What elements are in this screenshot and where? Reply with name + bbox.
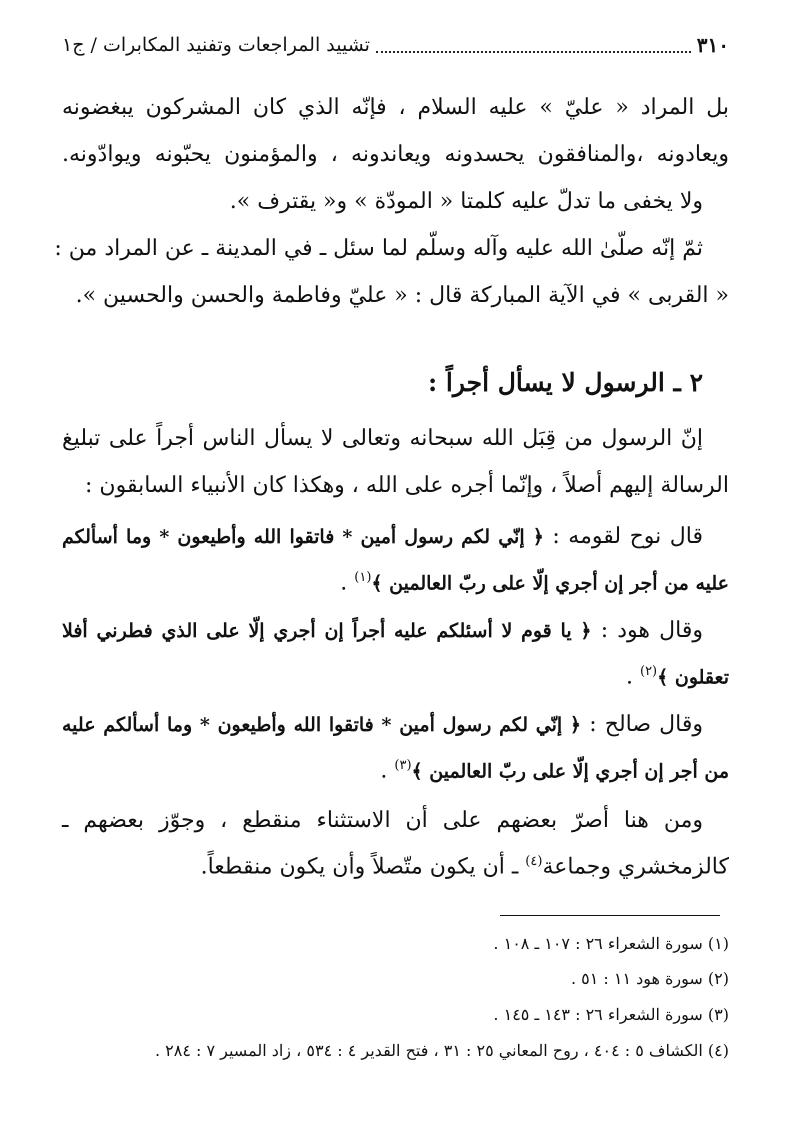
paragraph-1-line-1: بل المراد « عليّ » عليه السلام ، فإنّه الذي كان المشركون يبغضونه [62,95,729,120]
paragraph-1-line-3: ولا يخفى ما تدلّ عليه كلمتا « المودّة » و« يقترف ». [229,189,703,214]
hud-end: . [625,664,633,690]
footnote-1: (١) سورة الشعراء ٢٦ : ١٠٧ ـ ١٠٨ . [493,934,729,953]
paragraph-2-line-1: إنّ الرسول من قِبَل الله سبحانه وتعالى لا يسأل الناس أجراً على تبليغ [62,426,703,451]
salih-line-1 [62,712,729,737]
salih-quote-2: من أجر إن أجري إلّا على ربّ العالمين ﴾ [411,760,729,783]
hud-quote-1: ﴿ يا قوم لا أسئلكم عليه أجراً إن أجري إلّا على الذي فطرني أفلا [62,620,592,642]
running-title: تشييد المراجعات وتفنيد المكابرات / ج١ [62,34,370,56]
nuh-speaker: قال نوح لقومه : [552,524,703,549]
salih-quote-1: ﴿ إنّي لكم رسول أمين * فاتقوا الله وأطيعون * وما أسألكم عليه [62,714,582,736]
paragraph-1-line-4: ثمّ إنّه صلّىٰ الله عليه وآله وسلّم لما سئل ـ في المدينة ـ عن المراد من : [54,236,703,261]
footnote-3: (٣) سورة الشعراء ٢٦ : ١٤٣ ـ ١٤٥ . [493,1005,729,1024]
nuh-line-1 [62,524,729,549]
paragraph-3-line-2b: ـ أن يكون متّصلاً وأن يكون منقطعاً. [200,854,526,880]
paragraph-3-line-2a: كالزمخشري وجماعة [542,854,729,880]
hud-quote-2: تعقلون ﴾ [657,666,729,689]
hud-speaker: وقال هود : [600,618,703,643]
hud-line-2 [62,664,729,689]
paragraph-2-line-2: الرسالة إليهم أصلاً ، وإنّما أجره على الله ، وهكذا كان الأنبياء السابقون : [85,473,729,498]
footnote-ref-2[interactable]: (٢) [639,664,658,679]
footnote-4: (٤) الكشاف ٥ : ٤٠٤ ، روح المعاني ٢٥ : ٣١ ، فتح القدير ٤ : ٥٣٤ ، زاد المسير ٧ : ٢٨٤ . [154,1041,729,1060]
nuh-line-2 [62,570,729,595]
paragraph-3-line-2 [62,854,729,879]
paragraph-1-line-2: ويعادونه ،والمنافقون يحسدونه ويعاندونه ، والمؤمنون يحبّونه ويوادّونه. [62,142,729,167]
nuh-quote-1: ﴿ إنّي لكم رسول أمين * فاتقوا الله وأطيعون * وما أسألكم [62,526,544,548]
section-heading: ٢ ـ الرسول لا يسأل أجراً : [427,368,703,397]
footnote-ref-1[interactable]: (١) [354,570,372,585]
header-dotted-leader [376,51,691,53]
footnote-ref-3[interactable]: (٣) [394,758,412,773]
nuh-end: . [340,570,348,596]
footnote-ref-4[interactable]: (٤) [525,854,543,869]
salih-line-2 [62,758,729,783]
hud-line-1 [62,618,729,643]
salih-speaker: وقال صالح : [589,712,704,737]
salih-end: . [380,758,388,784]
page-number: ٣١٠ [696,33,729,57]
page-header [62,28,729,62]
paragraph-3-line-1: ومن هنا أصرّ بعضهم على أن الاستثناء منقطع ، وجوّز بعضهم ـ [62,808,703,833]
paragraph-1-line-5: « القربى » في الآية المباركة قال : « عليّ وفاطمة والحسن والحسين ». [75,283,729,308]
nuh-quote-2: عليه من أجر إن أجري إلّا على ربّ العالمين ﴾ [371,572,729,595]
footnote-2: (٢) سورة هود ١١ : ٥١ . [570,969,729,988]
footnote-separator [500,915,720,916]
